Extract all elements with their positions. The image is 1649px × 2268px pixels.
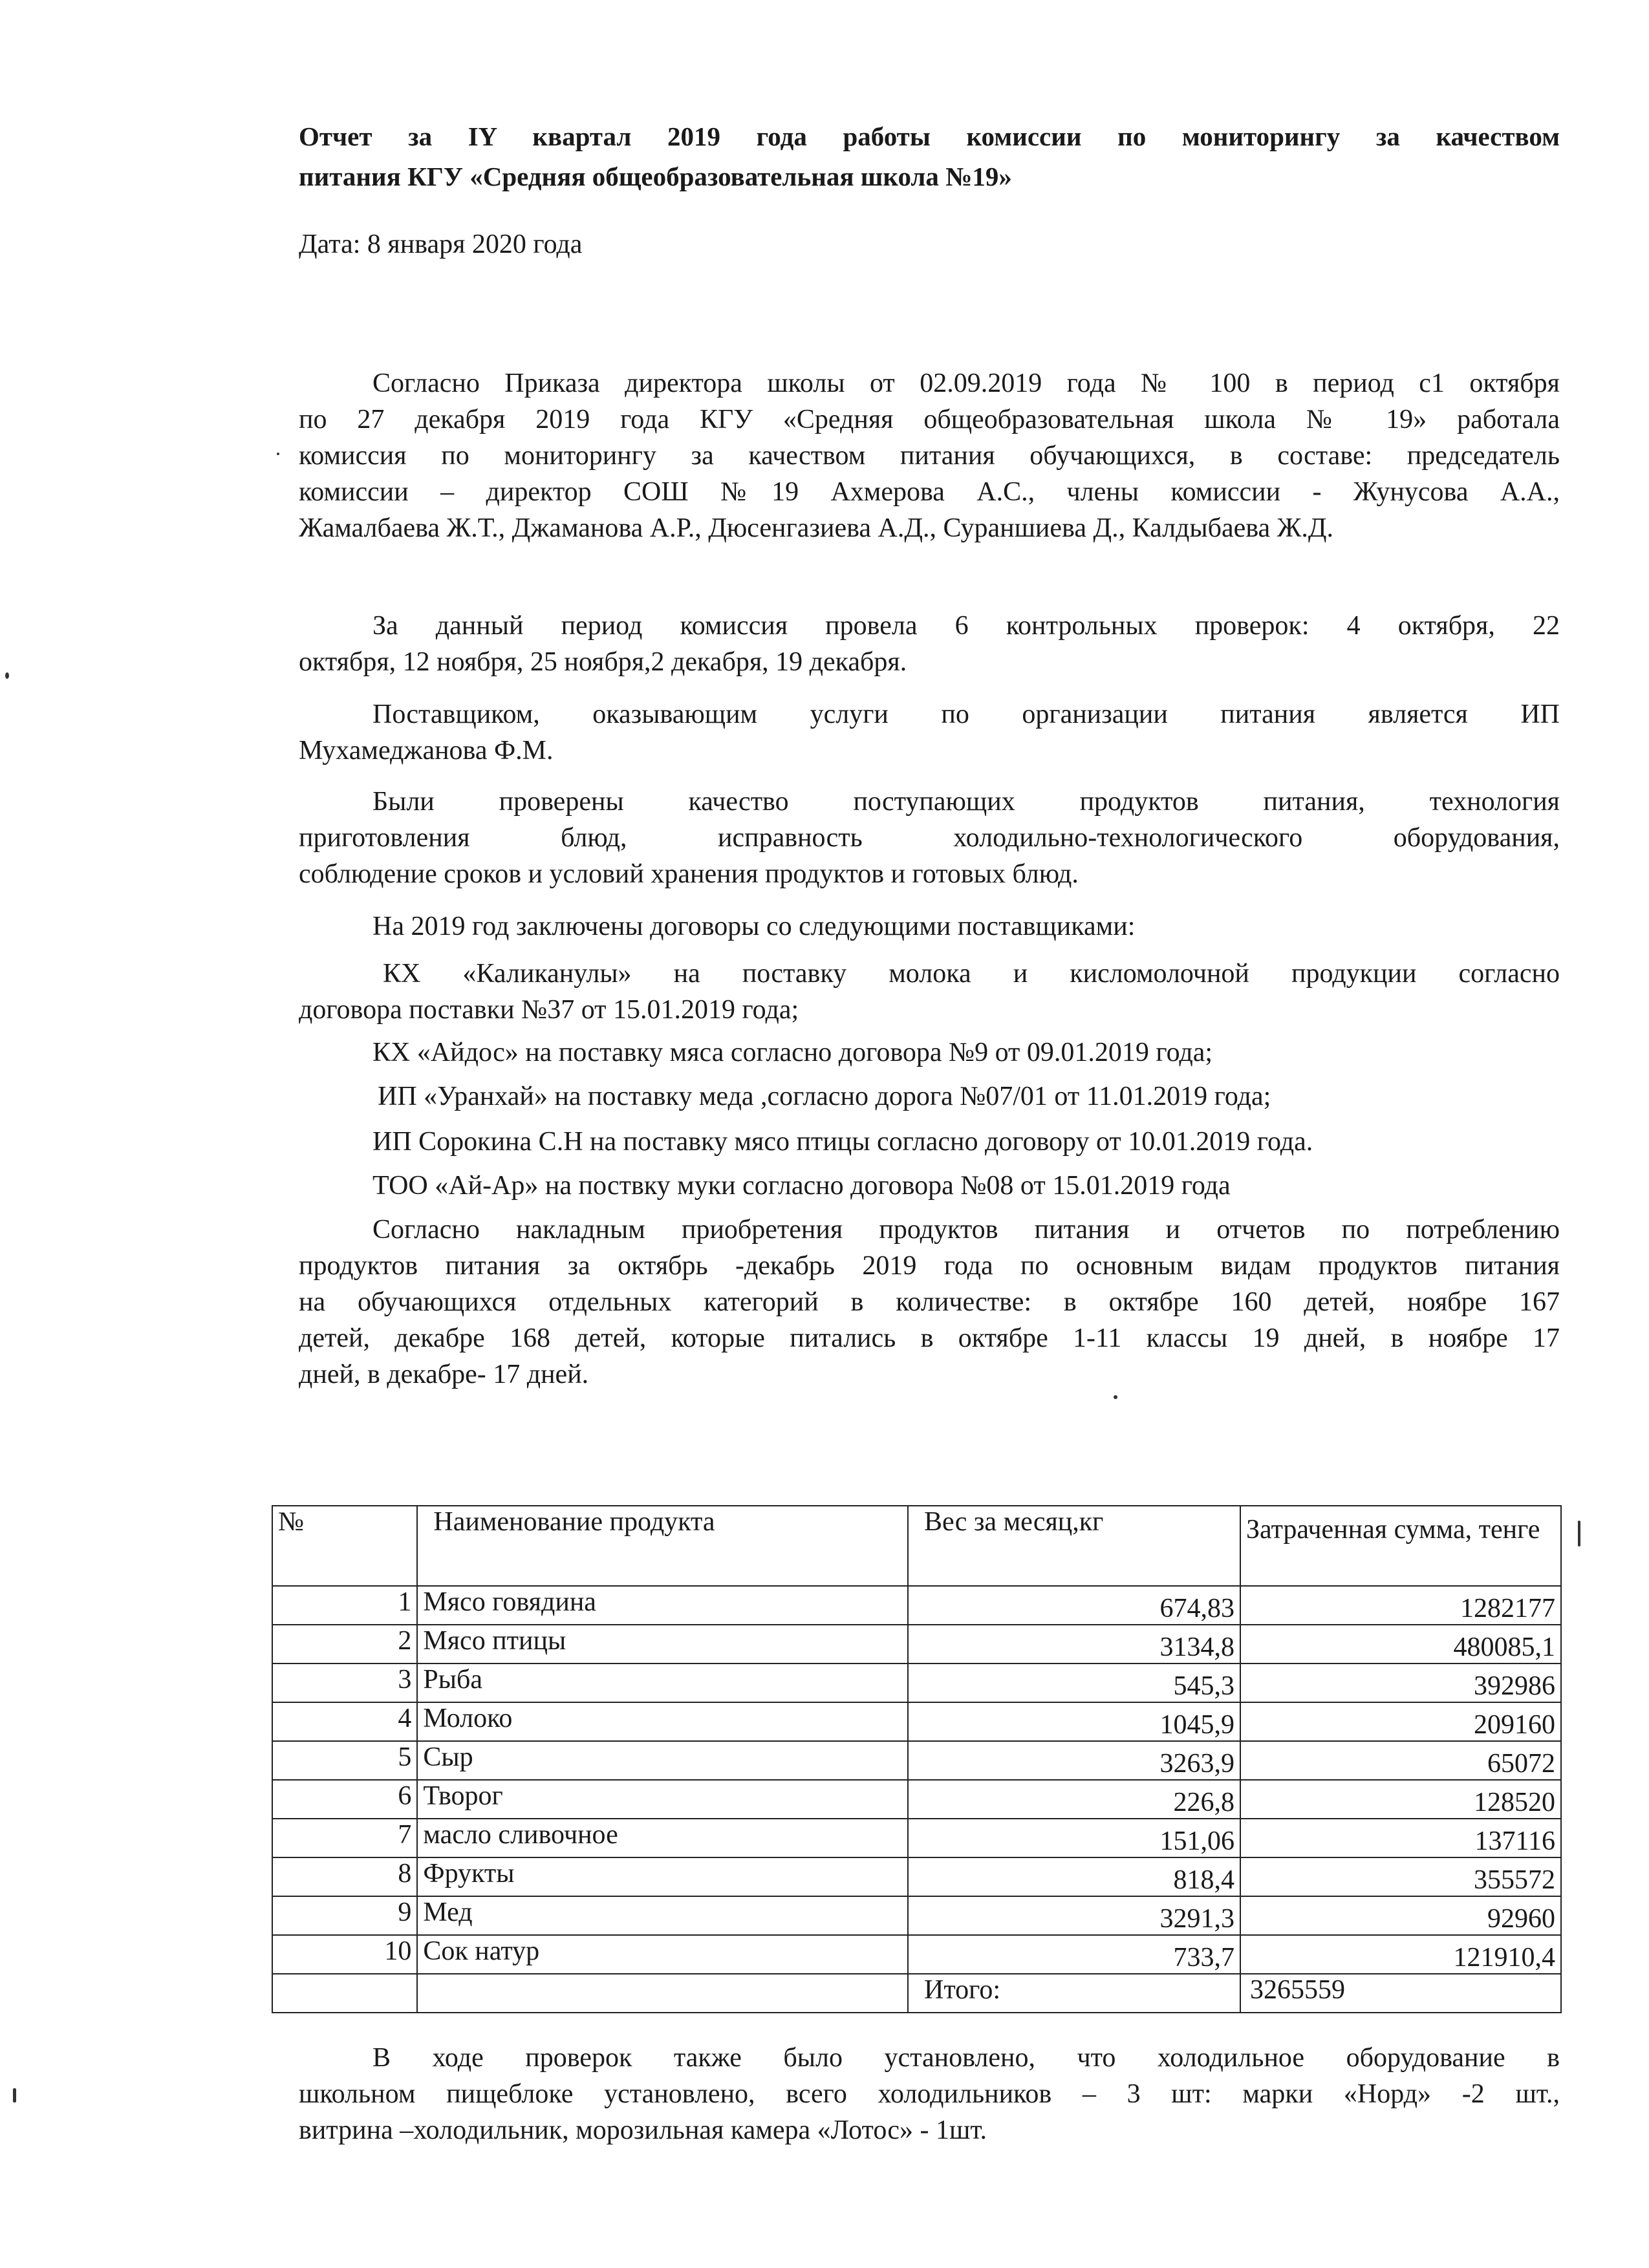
row-weight: 3291,3 [908,1896,1240,1935]
row-weight: 818,4 [908,1857,1240,1896]
paragraph-checked [299,784,1560,892]
table-row [272,1702,1561,1741]
text-line: КХ «Айдос» на поставку мяса согласно договора №9 от 09.01.2019 года; [372,1038,1213,1067]
paragraph-contracts [299,908,1560,945]
row-number: 8 [272,1857,417,1896]
text-line: приготовления блюд, исправность холодильно-технологического оборудования, [299,823,1560,853]
text-line: витрина –холодильник, морозильная камера «Лотос» - 1шт. [299,2115,987,2145]
row-sum: 121910,4 [1240,1935,1561,1974]
paragraph-contract-flour [299,1168,1560,1204]
paragraph-inspections [299,608,1560,680]
text-line: детей, декабре 168 детей, которые питались в октябре 1-11 классы 19 дней, в ноябре 17 [299,1323,1560,1353]
row-product: Сыр [417,1741,908,1780]
total-empty-cell [417,1974,908,2013]
table-row [272,1896,1561,1935]
text-line: Мухамеджанова Ф.М. [299,736,554,765]
row-weight: 3134,8 [908,1625,1240,1664]
header-sum: Затраченная сумма, тенге [1240,1506,1561,1586]
scan-speck [5,672,9,679]
text-line: ИП Сорокина С.Н на поставку мясо птицы согласно договору от 10.01.2019 года. [372,1127,1313,1157]
scan-speck [277,453,279,455]
row-number: 2 [272,1625,417,1664]
header-weight: Вес за месяц,кг [908,1506,1240,1586]
text-line: ТОО «Ай-Ар» на поствку муки согласно договора №08 от 15.01.2019 года [372,1171,1231,1201]
text-line: КХ «Каликанулы» на поставку молока и кисломолочной продукции согласно [383,959,1560,989]
row-number: 5 [272,1741,417,1780]
paragraph-contract-meat [299,1034,1560,1071]
row-sum: 392986 [1240,1664,1561,1702]
table-row [272,1780,1561,1819]
row-product: Фрукты [417,1857,908,1896]
total-empty-cell [272,1974,417,2013]
paragraph-order [299,365,1560,546]
row-sum: 137116 [1240,1819,1561,1857]
row-sum: 480085,1 [1240,1625,1561,1664]
scan-speck [1114,1395,1117,1399]
row-sum: 128520 [1240,1780,1561,1819]
row-product: Мед [417,1896,908,1935]
text-line: В ходе проверок также было установлено, что холодильное оборудование в [372,2043,1560,2073]
row-weight: 3263,9 [908,1741,1240,1780]
text-line: Согласно Приказа директора школы от 02.09.2019 года № 100 в период с1 октября [372,369,1560,398]
paragraph-supplier [299,696,1560,769]
text-line: октября, 12 ноября, 25 ноября,2 декабря, 19 декабря. [299,647,907,677]
table-total-row [272,1974,1561,2013]
text-line: Жамалбаева Ж.Т., Джаманова А.Р., Дюсенгазиева А.Д., Сураншиева Д., Калдыбаева Ж.Д. [299,513,1333,543]
header-number: № [272,1506,417,1586]
row-product: Мясо птицы [417,1625,908,1664]
row-product: Сок натур [417,1935,908,1974]
row-weight: 151,06 [908,1819,1240,1857]
document-title [299,116,1560,197]
row-product: Рыба [417,1664,908,1702]
row-sum: 92960 [1240,1896,1561,1935]
row-product: Мясо говядина [417,1586,908,1625]
text-line: продуктов питания за октябрь -декабрь 2019 года по основным видам продуктов питания [299,1251,1560,1281]
total-value: 3265559 [1240,1974,1561,2013]
row-weight: 545,3 [908,1664,1240,1702]
scan-speck [1578,1521,1580,1546]
paragraph-equipment [299,2040,1560,2148]
document-date: Дата: 8 января 2020 года [299,230,583,259]
row-number: 9 [272,1896,417,1935]
scan-speck [13,2088,16,2102]
row-weight: 1045,9 [908,1702,1240,1741]
row-product: масло сливочное [417,1819,908,1857]
text-line: школьном пищеблоке установлено, всего холодильников – 3 шт: марки «Норд» -2 шт., [299,2079,1560,2109]
row-number: 10 [272,1935,417,1974]
table-row [272,1857,1561,1896]
row-product: Молоко [417,1702,908,1741]
paragraph-contract-milk [299,956,1560,1028]
text-line: дней, в декабре- 17 дней. [299,1360,589,1389]
table-row [272,1664,1561,1702]
row-number: 4 [272,1702,417,1741]
table-header-row [272,1506,1561,1586]
text-line: Поставщиком, оказывающим услуги по организации питания является ИП [372,700,1560,729]
row-sum: 355572 [1240,1857,1561,1896]
row-number: 6 [272,1780,417,1819]
total-label: Итого: [908,1974,1240,2013]
row-sum: 209160 [1240,1702,1561,1741]
paragraph-contract-honey [299,1078,1560,1115]
row-weight: 733,7 [908,1935,1240,1974]
row-number: 1 [272,1586,417,1625]
products-table [272,1505,1562,2013]
text-line: На 2019 год заключены договоры со следующими поставщиками: [372,912,1136,941]
text-line: Были проверены качество поступающих продуктов питания, технология [372,787,1560,817]
row-weight: 226,8 [908,1780,1240,1819]
row-product: Творог [417,1780,908,1819]
title-line-2: питания КГУ «Средняя общеобразовательная школа №19» [299,162,1012,191]
text-line: Согласно накладным приобретения продуктов питания и отчетов по потреблению [372,1215,1560,1245]
row-weight: 674,83 [908,1586,1240,1625]
table-row [272,1625,1561,1664]
row-sum: 1282177 [1240,1586,1561,1625]
table-row [272,1586,1561,1625]
row-sum: 65072 [1240,1741,1561,1780]
text-line: комиссия по мониторингу за качеством питания обучающихся, в составе: председатель [299,441,1560,471]
text-line: по 27 декабря 2019 года КГУ «Средняя общеобразовательная школа № 19» работала [299,405,1560,434]
text-line: ИП «Уранхай» на поставку меда ,согласно дорога №07/01 от 11.01.2019 года; [378,1082,1271,1111]
table-row [272,1819,1561,1857]
table-row [272,1741,1561,1780]
text-line: договора поставки №37 от 15.01.2019 года; [299,995,799,1025]
text-line: на обучающихся отдельных категорий в количестве: в октябре 160 детей, ноябре 167 [299,1287,1560,1317]
row-number: 3 [272,1664,417,1702]
text-line: За данный период комиссия провела 6 контрольных проверок: 4 октября, 22 [372,611,1560,641]
header-product: Наименование продукта [417,1506,908,1586]
text-line: соблюдение сроков и условий хранения продуктов и готовых блюд. [299,859,1079,889]
table-row [272,1935,1561,1974]
title-line-1: Отчет за IY квартал 2019 года работы комиссии по мониторингу за качеством [299,122,1560,151]
text-line: комиссии – директор СОШ №19 Ахмерова А.С., члены комиссии - Жунусова А.А., [299,477,1560,507]
paragraph-contract-poultry [299,1124,1560,1160]
paragraph-consumption [299,1212,1560,1393]
row-number: 7 [272,1819,417,1857]
